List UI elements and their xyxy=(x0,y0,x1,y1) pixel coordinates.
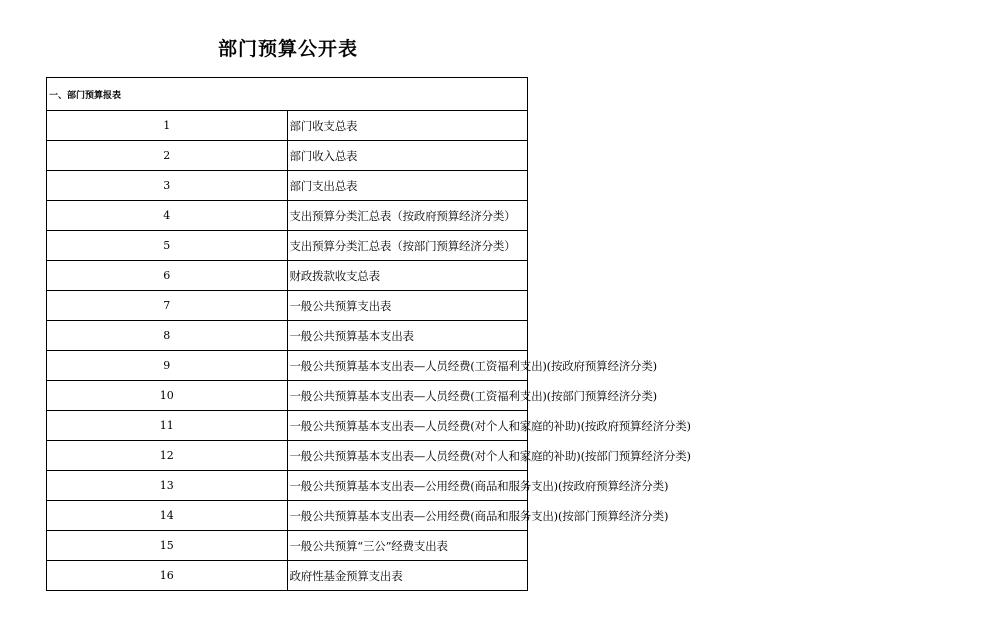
row-number: 1 xyxy=(47,111,288,141)
row-table-name: 一般公共预算基本支出表—人员经费(对个人和家庭的补助)(按部门预算经济分类) xyxy=(287,441,528,471)
table-row xyxy=(47,111,528,141)
row-number: 5 xyxy=(47,231,288,261)
table-row xyxy=(47,231,528,261)
row-number: 11 xyxy=(47,411,288,441)
table-row xyxy=(47,381,528,411)
row-number: 13 xyxy=(47,471,288,501)
row-table-name: 一般公共预算基本支出表—公用经费(商品和服务支出)(按部门预算经济分类) xyxy=(287,501,528,531)
row-number: 12 xyxy=(47,441,288,471)
row-number: 15 xyxy=(47,531,288,561)
row-table-name: 一般公共预算基本支出表—人员经费(对个人和家庭的补助)(按政府预算经济分类) xyxy=(287,411,528,441)
row-number: 16 xyxy=(47,561,288,591)
row-table-name: 一般公共预算基本支出表—人员经费(工资福利支出)(按政府预算经济分类) xyxy=(287,351,528,381)
table-row xyxy=(47,141,528,171)
row-table-name: 部门支出总表 xyxy=(287,171,528,201)
budget-report-index-table xyxy=(46,77,691,591)
row-table-name: 一般公共预算基本支出表—人员经费(工资福利支出)(按部门预算经济分类) xyxy=(287,381,528,411)
row-table-name: 支出预算分类汇总表（按部门预算经济分类） xyxy=(287,231,528,261)
row-table-name: 一般公共预算基本支出表 xyxy=(287,321,528,351)
table-row xyxy=(47,471,528,501)
row-number: 2 xyxy=(47,141,288,171)
row-number: 10 xyxy=(47,381,288,411)
table-row xyxy=(47,561,528,591)
table-row xyxy=(47,291,528,321)
row-number: 9 xyxy=(47,351,288,381)
row-table-name: 一般公共预算“三公”经费支出表 xyxy=(287,531,528,561)
table-row xyxy=(47,411,528,441)
row-table-name: 支出预算分类汇总表（按政府预算经济分类） xyxy=(287,201,528,231)
row-number: 3 xyxy=(47,171,288,201)
table-row xyxy=(47,261,528,291)
section-heading: 一、部门预算报表 xyxy=(47,78,528,111)
table-row xyxy=(47,171,528,201)
row-table-name: 一般公共预算支出表 xyxy=(287,291,528,321)
page-title: 部门预算公开表 xyxy=(217,38,358,60)
row-number: 8 xyxy=(47,321,288,351)
table-row xyxy=(47,531,528,561)
row-table-name: 一般公共预算基本支出表—公用经费(商品和服务支出)(按政府预算经济分类) xyxy=(287,471,528,501)
table-row xyxy=(47,321,528,351)
row-table-name: 部门收支总表 xyxy=(287,111,528,141)
row-number: 4 xyxy=(47,201,288,231)
row-table-name: 政府性基金预算支出表 xyxy=(287,561,528,591)
section-heading-row xyxy=(47,78,528,111)
table-row xyxy=(47,351,528,381)
row-table-name: 部门收入总表 xyxy=(287,141,528,171)
row-table-name: 财政拨款收支总表 xyxy=(287,261,528,291)
row-number: 14 xyxy=(47,501,288,531)
row-number: 6 xyxy=(47,261,288,291)
table-row xyxy=(47,201,528,231)
table-row xyxy=(47,501,528,531)
table-row xyxy=(47,441,528,471)
row-number: 7 xyxy=(47,291,288,321)
